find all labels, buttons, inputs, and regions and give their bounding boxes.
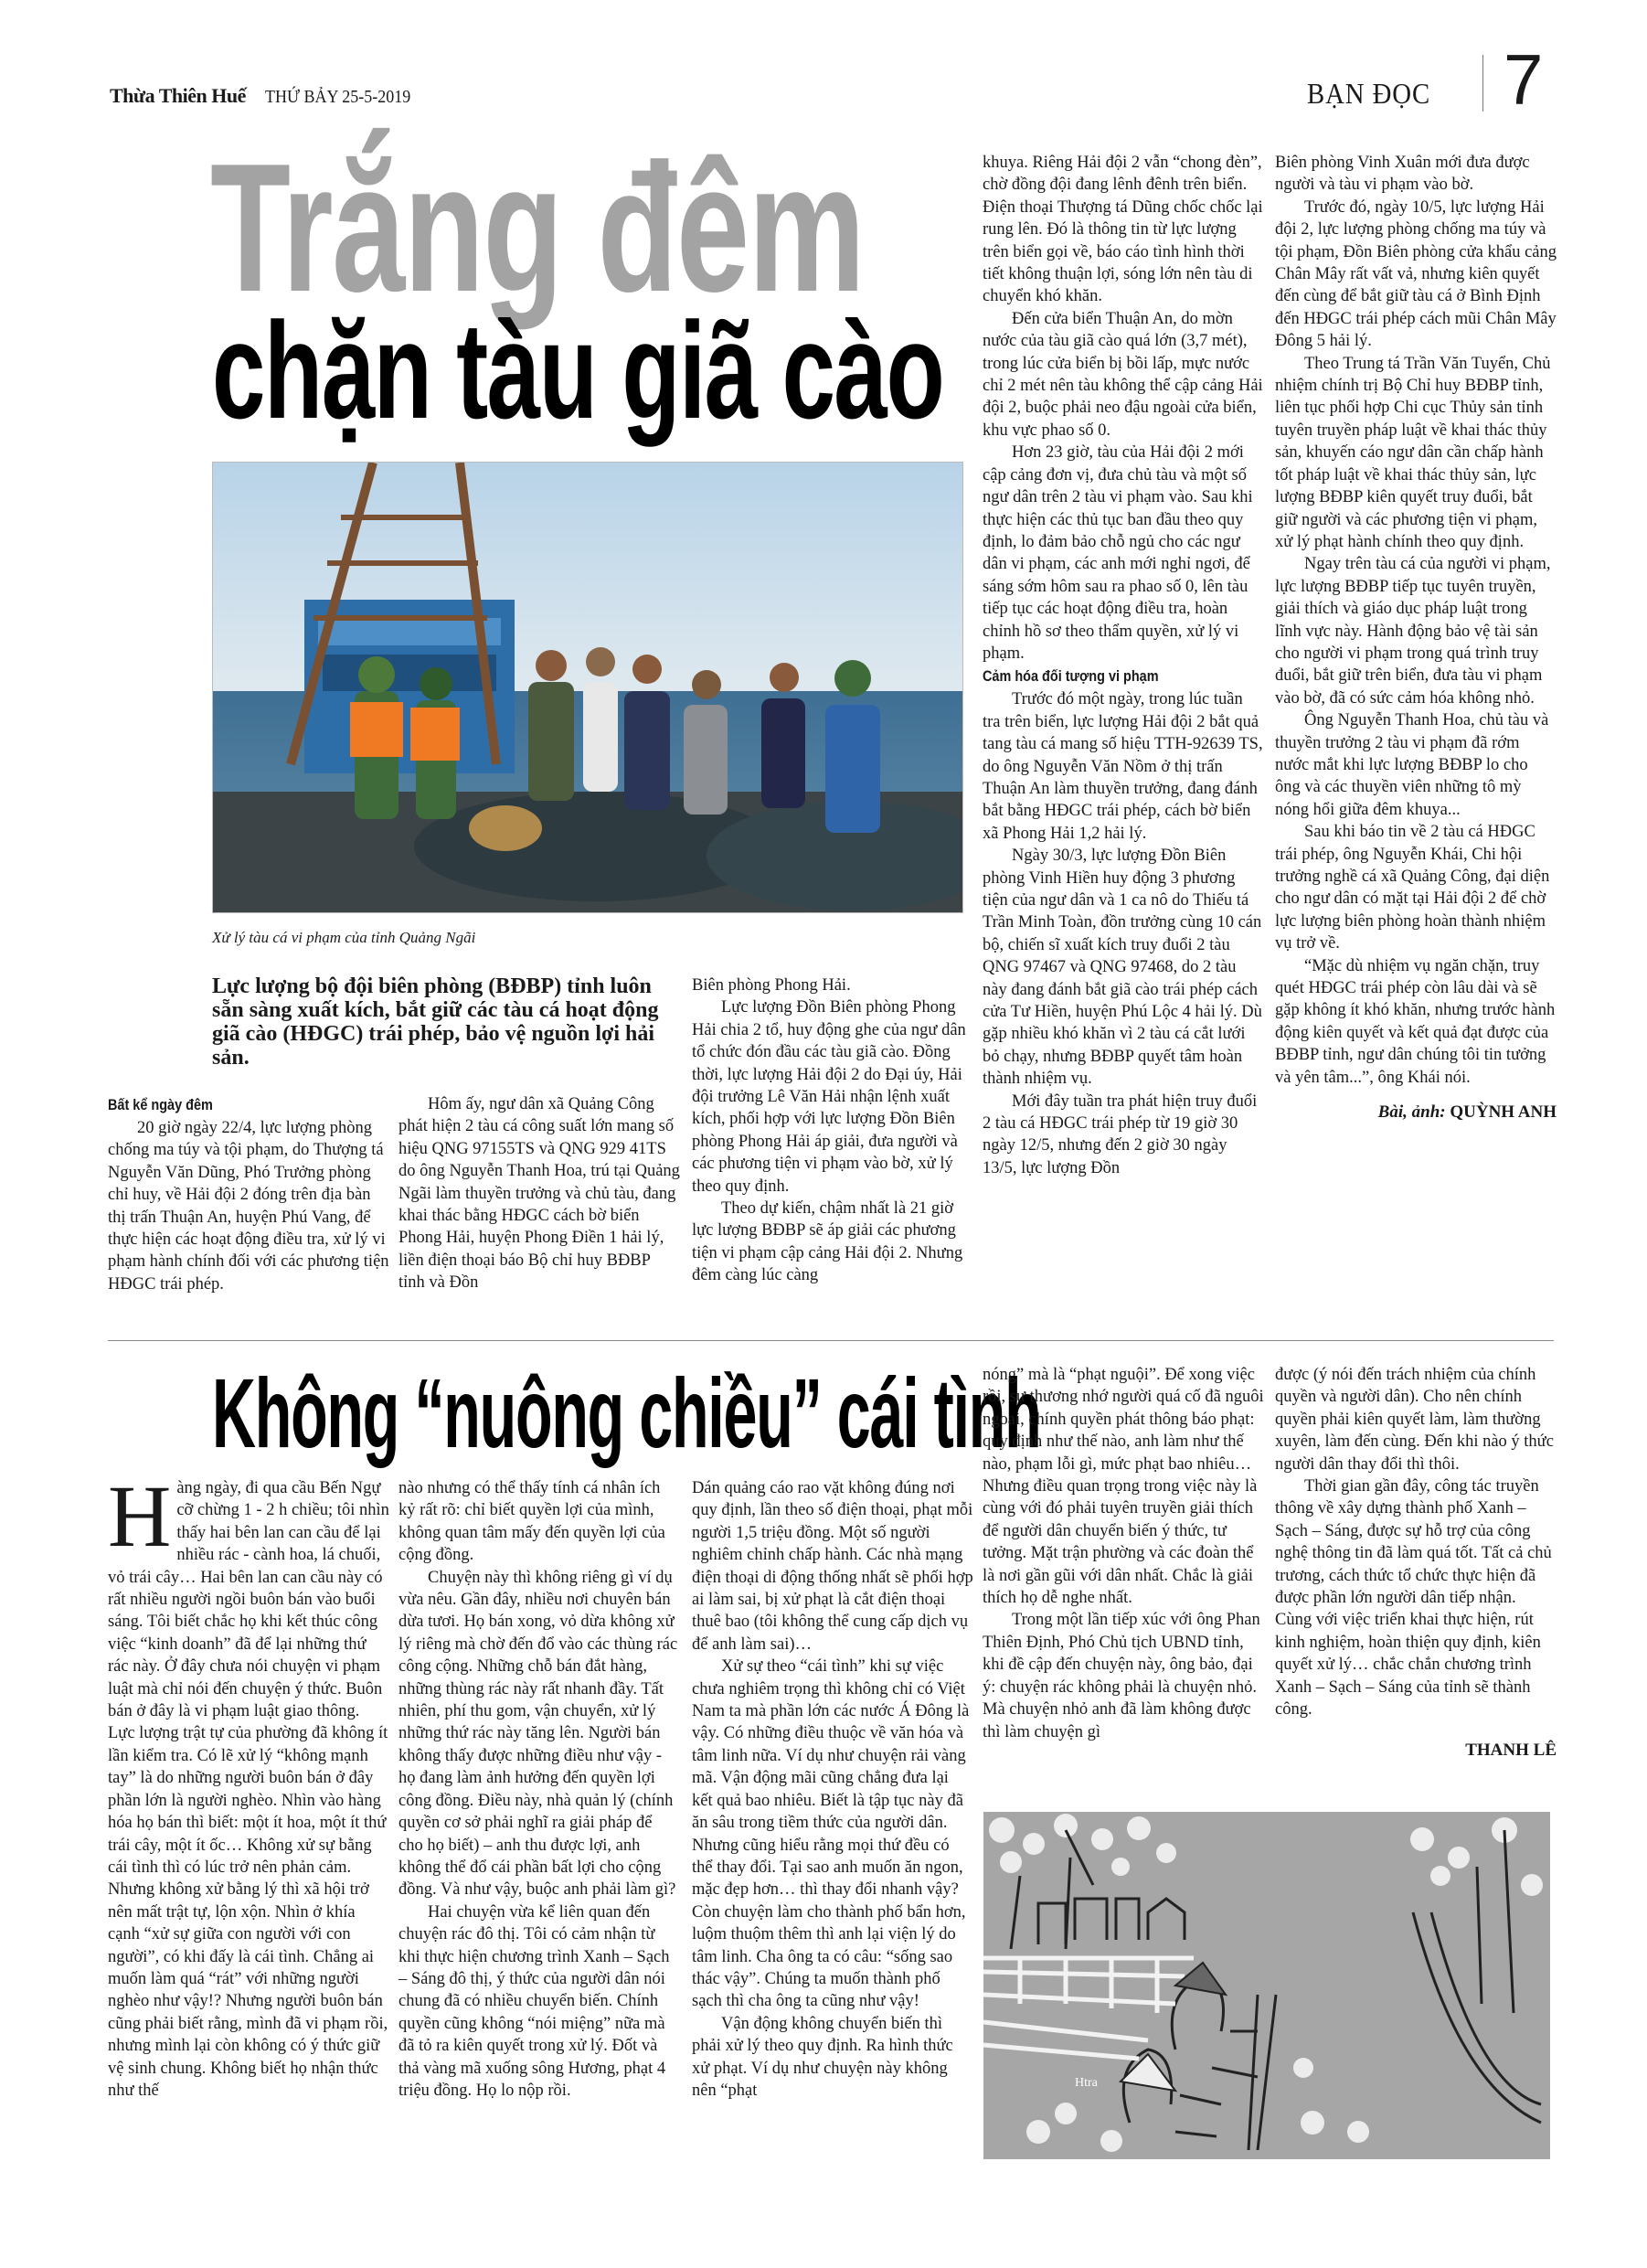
paragraph-text: Hôm ấy, ngư dân xã Quảng Công phát hiện 2 tàu cá công suất lớn mang số hiệu QNG 97155TS và QNG 929 41TS do ông Nguyễn Thanh Hoa, trú tại Quảng Ngãi làm thuyền trưởng và chủ tàu, đang khai thác bằng HĐGC cách bờ biển Phong Hải, huyện Phong Điền 1 hải lý, liền điện thoại báo Bộ chỉ huy BĐBP tỉnh và Đồn	[398, 1095, 680, 1293]
article2-title: Không “nuông chiều” cái tình	[212, 1358, 1041, 1468]
paragraph-text: được (ý nói đến trách nhiệm của chính quyền và người dân). Cho nên chính quyền phải kiên quyết làm, làm thường xuyên, làm đến cùng. Đến khi nào ý thức người dân thay đổi thì thôi.	[1275, 1366, 1554, 1474]
paragraph-text: khuya. Riêng Hải đội 2 vẫn “chong đèn”, chờ đồng đội đang lênh đênh trên biển. Điện thoại Thượng tá Dũng chốc chốc lại rung lên. Đó là thông tin từ lực lượng trên biển gọi về, báo cáo tình hình thời tiết không thuận lợi, sóng lớn nên tàu di chuyển khó khăn.	[983, 154, 1263, 306]
article1-column-5	[1275, 152, 1557, 1123]
photo-caption: Xử lý tàu cá vi phạm của tỉnh Quảng Ngãi	[212, 929, 476, 946]
paragraph-text: Biên phòng Vinh Xuân mới đưa được người và tàu vi phạm vào bờ.	[1275, 154, 1530, 195]
cartoonist-signature: Htra	[1075, 2076, 1098, 2090]
paragraph-text: Hơn 23 giờ, tàu của Hải đội 2 mới cập cảng đơn vị, đưa chủ tàu và một số ngư dân trên 2 tàu vi phạm vào. Sau khi thực hiện các thủ tục ban đầu theo quy định, lo đảm bảo chỗ ngủ cho các ngư dân vi phạm, các anh mới nghỉ ngơi, để sáng sớm hôm sau ra phao số 0, lên tàu tiếp tục các hoạt động điều tra, hoàn chỉnh hồ sơ theo thẩm quyền, xử lý vi phạm.	[983, 443, 1253, 663]
paragraph-text: Lực lượng Đồn Biên phòng Phong Hải chia 2 tổ, huy động ghe của ngư dân tổ chức đón đầu các tàu giã cào. Đồng thời, lực lượng Hải đội 2 do Đại úy, Hải đội trưởng Lê Văn Hải nhận lệnh xuất kích, phối hợp với lực lượng Đồn Biên phòng Phong Hải áp giải, đưa người và các phương tiện vi phạm vào bờ, xử lý theo quy định.	[692, 998, 966, 1196]
article1-title-line2: chặn tàu giã cào	[212, 293, 944, 447]
article2-column-4	[983, 1364, 1264, 1743]
byline-author: QUỲNH ANH	[1450, 1102, 1557, 1123]
paragraph	[692, 996, 973, 1198]
paragraph	[1275, 152, 1557, 197]
article2-column-3	[692, 1477, 973, 2102]
article1-column-4	[983, 152, 1264, 1179]
paragraph	[1275, 553, 1557, 709]
article1-column-1	[108, 1093, 389, 1295]
paragraph-text: Hai chuyện vừa kể liên quan đến chuyện rác đô thị. Tôi có cảm nhận từ khi thực hiện chương trình Xanh – Sạch – Sáng đô thị, ý thức của người dân nói chung đã có nhiều chuyển biến. Chính quyền cũng không “nói miệng” nữa mà đã tỏ ra kiên quyết trong xử lý. Đốt và thả vàng mã xuống sông Hương, phạt 4 triệu đồng. Họ lo nộp rồi.	[398, 1902, 670, 2100]
paragraph-text: àng ngày, đi qua cầu Bến Ngự cỡ chừng 1 - 2 h chiều; tôi nhìn thấy hai bên lan can cầu để lại nhiều rác - cành hoa, lá chuối, vỏ trái cây… Hai bên lan can cầu này có rất nhiều người ngồi buôn bán vào buổi sáng. Tôi biết chắc họ khi kết thúc công việc “kinh doanh” đã để lại những thứ rác này. Ở đây chưa nói chuyện vi phạm luật mà chỉ nói đến chuyện ý thức. Buôn bán ở đây là vi phạm luật giao thông. Lực lượng trật tự của phường đã không ít lần kiểm tra. Có lẽ xử lý “không mạnh tay” là do những người buôn bán ở đây phần lớn là người nghèo. Nhìn vào hàng hóa họ bán thì biết: một ít hoa, một ít thứ trái cây, một ít ốc… Không xử sự bằng cái tình thì có lúc trở nên phản cảm. Nhưng không xử bằng lý thì xã hội trở nên mất trật tự, lộn xộn. Nhìn ở khía cạnh “xử sự giữa con người với con người”, có khi đấy là cái tình. Chẳng ai muốn làm quá “rát” với những người nghèo như vậy!? Nhưng người buôn bán cũng phải biết rằng, mình đã vi phạm rồi, nhưng mình lại còn không có ý thức giữ vệ sinh chung. Không biết họ nhận thức như thế	[108, 1479, 389, 2100]
paragraph-text: Theo Trung tá Trần Văn Tuyển, Chủ nhiệm chính trị Bộ Chỉ huy BĐBP tỉnh, liên tục phối hợp Chi cục Thủy sản tỉnh tuyên truyền pháp luật về khai thác thủy sản, khuyến cáo ngư dân cần chấp hành tốt pháp luật về khai thác thủy sản, lực lượng BĐBP kiên quyết truy đuổi, bắt giữ người và các phương tiện vi phạm, xử lý phạt hành chính theo quy định.	[1275, 354, 1551, 551]
paragraph	[983, 1091, 1264, 1180]
header-divider	[1482, 55, 1483, 112]
article1-byline	[1275, 1102, 1557, 1123]
paragraph	[1275, 197, 1557, 353]
paragraph-text: “Mặc dù nhiệm vụ ngăn chặn, truy quét HĐGC trái phép còn lâu dài và sẽ gặp không ít khó khăn, nhưng trước hành động kiên quyết và kết quả đạt được của BĐBP tỉnh, ngư dân chúng tôi tin tưởng và yên tâm...”, ông Khái nói.	[1275, 956, 1556, 1087]
article2-byline: THANH LÊ	[1465, 1740, 1557, 1760]
article1-photo	[212, 462, 963, 913]
paragraph	[692, 2013, 973, 2103]
paragraph-text: Mới đây tuần tra phát hiện truy đuổi 2 tàu cá HĐGC trái phép từ 19 giờ 30 ngày 12/5, nhưng đến 2 giờ 30 ngày 13/5, lực lượng Đồn	[983, 1091, 1258, 1177]
paragraph	[983, 308, 1264, 442]
section-name: BẠN ĐỌC	[1307, 77, 1431, 110]
paragraph	[692, 1198, 973, 1287]
paragraph-text: Biên phòng Phong Hải.	[692, 976, 851, 995]
drop-cap: H	[108, 1467, 172, 1565]
paragraph	[983, 152, 1264, 308]
byline-label: Bài, ảnh:	[1377, 1102, 1446, 1123]
paragraph-text: Sau khi báo tin về 2 tàu cá HĐGC trái phép, ông Nguyễn Khái, Chi hội trưởng nghề cá xã Quảng Công, đại diện cho ngư dân có mặt tại Hải đội 2 để chờ lực lượng biên phòng hoàn thành nhiệm vụ trở về.	[1275, 823, 1550, 953]
paragraph-text: Xử sự theo “cái tình” khi sự việc chưa nghiêm trọng thì không chỉ có Việt Nam ta mà phần lớn các nước Á Đông là vậy. Có những điều thuộc về văn hóa và tâm linh nữa. Ví dụ như chuyện rải vàng mã. Vận động mãi cũng chẳng đưa lại kết quả bao nhiêu. Biết là tập tục này đã ăn sâu trong tiềm thức của người dân. Nhưng cũng hiểu rằng mọi thứ đều có thể thay đổi. Tại sao anh muốn ăn ngon, mặc đẹp hơn… thì thay đổi nhanh vậy? Còn chuyện làm cho thành phố bẩn hơn, luộm thuộm thêm thì anh lại viện lý do tâm linh. Cha ông ta có câu: “sống sao thác vậy”. Chúng ta muốn thành phố sạch thì cha ông ta cũng như vậy!	[692, 1657, 970, 2011]
paragraph-text: Đến cửa biển Thuận An, do mờn nước của tàu giã cào quá lớn (3,7 mét), trong lúc cửa biển bị bồi lấp, mực nước chỉ 2 mét nên tàu không thể cập cảng Hải đội 2, buộc phải neo đậu ngoài cửa biển, khu vực phao số 0.	[983, 309, 1263, 440]
paragraph	[1275, 709, 1557, 821]
page-number: 7	[1504, 39, 1544, 120]
paragraph-text: Ông Nguyễn Thanh Hoa, chủ tàu và thuyền trưởng 2 tàu vi phạm đã rớm nước mắt khi lực lượng BĐBP lo cho ông và các thuyền viên những tô mỳ nóng hổi giữa đêm khuya...	[1275, 711, 1549, 819]
article1-column-3	[692, 974, 973, 1287]
article1-lead: Lực lượng bộ đội biên phòng (BĐBP) tỉnh luôn sẵn sàng xuất kích, bắt giữ các tàu cá hoạt động giã cào (HĐGC) trái phép, bảo vệ nguồn lợi hải sản.	[212, 974, 659, 1070]
article1-column-2	[398, 1093, 680, 1294]
paragraph	[983, 442, 1264, 665]
paragraph-text: nào nhưng có thể thấy tính cá nhân ích kỷ rất rõ: chỉ biết quyền lợi của mình, không quan tâm mấy đến quyền lợi của cộng đồng.	[398, 1479, 665, 1565]
article2-column-1	[108, 1467, 389, 2102]
fishing-boat-photo	[213, 463, 962, 912]
paragraph	[108, 1117, 389, 1295]
paragraph-text: Trước đó một ngày, trong lúc tuần tra trên biển, lực lượng Hải đội 2 bắt quả tang tàu cá mang số hiệu TTH-92639 TS, do ông Nguyễn Văn Nồm ở thị trấn Thuận An làm thuyền trưởng, đang đánh bắt bằng HĐGC trái phép, cách bờ biển xã Phong Hải 1,2 hải lý.	[983, 690, 1263, 843]
paragraph	[1275, 1475, 1557, 1720]
paragraph	[1275, 955, 1557, 1089]
article1-title-line1: Trắng đêm	[210, 126, 865, 330]
paragraph	[983, 845, 1264, 1090]
paragraph	[983, 1364, 1264, 1609]
paragraph	[398, 1901, 680, 2103]
paragraph	[983, 1609, 1264, 1742]
paragraph-text: Trong một lần tiếp xúc với ông Phan Thiên Định, Phó Chủ tịch UBND tỉnh, khi đề cập đến chuyện này, ông bảo, đại ý: chuyện rác không phải là chuyện nhỏ. Mà chuyện nhỏ anh đã làm không được thì làm chuyện gì	[983, 1611, 1260, 1741]
paragraph-text: Thời gian gần đây, công tác truyền thông về xây dựng thành phố Xanh – Sạch – Sáng, được sự hỗ trợ của công nghệ thông tin đã làm quá tốt. Tất cả chủ trương, cách thức tổ chức thực hiện đã được phần lớn người dân tiếp nhận. Cùng với việc triển khai thực hiện, rút kinh nghiệm, hoàn thiện quy định, kiên quyết xử lý… chắc chắn chương trình Xanh – Sạch – Sáng của tỉnh sẽ thành công.	[1275, 1477, 1552, 1720]
paragraph-text: Trước đó, ngày 10/5, lực lượng Hải đội 2, lực lượng phòng chống ma túy và tội phạm, Đồn Biên phòng cửa khẩu cảng Chân Mây rất vất vả, nhưng kiên quyết đến cùng để bắt giữ tàu cá ở Bình Định đến HĐGC trái phép cách mũi Chân Mây Đông 5 hải lý.	[1275, 197, 1557, 351]
paragraph	[983, 688, 1264, 845]
paragraph	[1275, 821, 1557, 954]
subheading: Cảm hóa đối tượng vi phạm	[983, 667, 1159, 686]
paragraph-text: 20 giờ ngày 22/4, lực lượng phòng chống ma túy và tội phạm, do Thượng tá Nguyễn Văn Dũng, Phó Trưởng phòng chỉ huy, về Hải đội 2 đóng trên địa bàn thị trấn Thuận An, huyện Phú Vang, để thực hiện các hoạt động điều tra, xử lý vi phạm hành chính đối với các phương tiện HĐGC trái phép.	[108, 1119, 389, 1294]
paragraph-text: Ngày 30/3, lực lượng Đồn Biên phòng Vinh Hiền huy động 3 phương tiện của ngư dân và 1 ca nô do Thiếu tá Trần Minh Toàn, đồn trưởng cùng 10 cán bộ, chiến sĩ xuất kích truy đuổi 2 tàu QNG 97467 và QNG 97468, do 2 tàu này đang đánh bắt giã cào trái phép cách cửa Tư Hiền, huyện Phú Lộc 4 hải lý. Dù gặp nhiều khó khăn vì 2 tàu cá cắt lưới bỏ chạy, nhưng BĐBP quyết tâm hoàn thành nhiệm vụ.	[983, 847, 1262, 1089]
issue-date: THỨ BẢY 25-5-2019	[265, 87, 411, 107]
paragraph-text: Theo dự kiến, chậm nhất là 21 giờ lực lượng BĐBP sẽ áp giải các phương tiện vi phạm cập cảng Hải đội 2. Nhưng đêm càng lúc càng	[692, 1199, 963, 1285]
paragraph	[398, 1093, 680, 1294]
paragraph	[1275, 1364, 1557, 1475]
paragraph-text: nóng” mà là “phạt nguội”. Để xong việc rồi, sự thương nhớ người quá cố đã nguôi ngoai, chính quyền phát thông báo phạt: quy định như thế nào, anh làm như thế nào, phạm lỗi gì, mức phạt bao nhiêu… Nhưng điều quan trọng trong việc này là cùng với đó phải tuyên truyền giải thích để người dân chuyển biến ý thức, tư tưởng. Mặt trận phường và các đoàn thể là nơi gần gũi với dân nhất. Chắc là giải thích họ dễ nghe nhất.	[983, 1366, 1264, 1608]
newspaper-name: Thừa Thiên Huế	[110, 84, 246, 107]
paragraph	[692, 1656, 973, 2013]
paragraph	[398, 1567, 680, 1901]
article-divider	[108, 1340, 1554, 1341]
paragraph	[108, 1467, 389, 2102]
paragraph-text: Vận động không chuyển biến thì phải xử lý theo quy định. Ra hình thức xử phạt. Ví dụ như chuyện này không nên “phạt	[692, 2014, 953, 2100]
paragraph-text: Dán quảng cáo rao vặt không đúng nơi quy định, lần theo số điện thoại, phạt mỗi người 1,5 triệu đồng. Một số người nghiêm chỉnh chấp hành. Các nhà mạng điện thoại di động thống nhất sẽ phối hợp ai làm sai, bị xử phạt là cắt điện thoại thuê bao (tôi không thể cung cấp dịch vụ để anh làm sai)…	[692, 1479, 973, 1654]
paragraph-text: Ngay trên tàu cá của người vi phạm, lực lượng BĐBP tiếp tục tuyên truyền, giải thích và giáo dục pháp luật trong lĩnh vực này. Hành động bảo vệ tài sản cho người vi phạm trong quá trình truy đuổi, bắt giữ trên biển, đưa tàu vi phạm vào bờ, đã có sức cảm hóa không nhỏ.	[1275, 555, 1551, 708]
paragraph	[398, 1477, 680, 1567]
street-vendors-cartoon	[983, 1812, 1550, 2176]
paragraph	[1275, 353, 1557, 554]
paragraph	[692, 1477, 973, 1656]
editorial-cartoon	[983, 1812, 1550, 2176]
article2-column-5	[1275, 1364, 1557, 1762]
article2-column-2	[398, 1477, 680, 2102]
paragraph-text: Chuyện này thì không riêng gì ví dụ vừa nêu. Gần đây, nhiều nơi chuyên bán dừa tươi. Họ bán xong, vỏ dừa không xử lý riêng mà chờ đến đổ vào các thùng rác công cộng. Những chỗ bán đắt hàng, những thùng rác này rất nhanh đầy. Tất nhiên, phí thu gom, vận chuyển, xử lý những thứ rác này tăng lên. Người bán không thấy được những điều như vậy - họ đang làm ảnh hưởng đến quyền lợi công đồng. Điều này, nhà quản lý (chính quyền cơ sở phải nghĩ ra giải pháp để cho họ biết) – anh thu được lợi, anh không thể đổ cái phần bất lợi cho cộng đồng. Và như vậy, buộc anh phải làm gì?	[398, 1568, 678, 1900]
paragraph	[692, 974, 973, 996]
subheading: Bất kể ngày đêm	[108, 1096, 213, 1113]
